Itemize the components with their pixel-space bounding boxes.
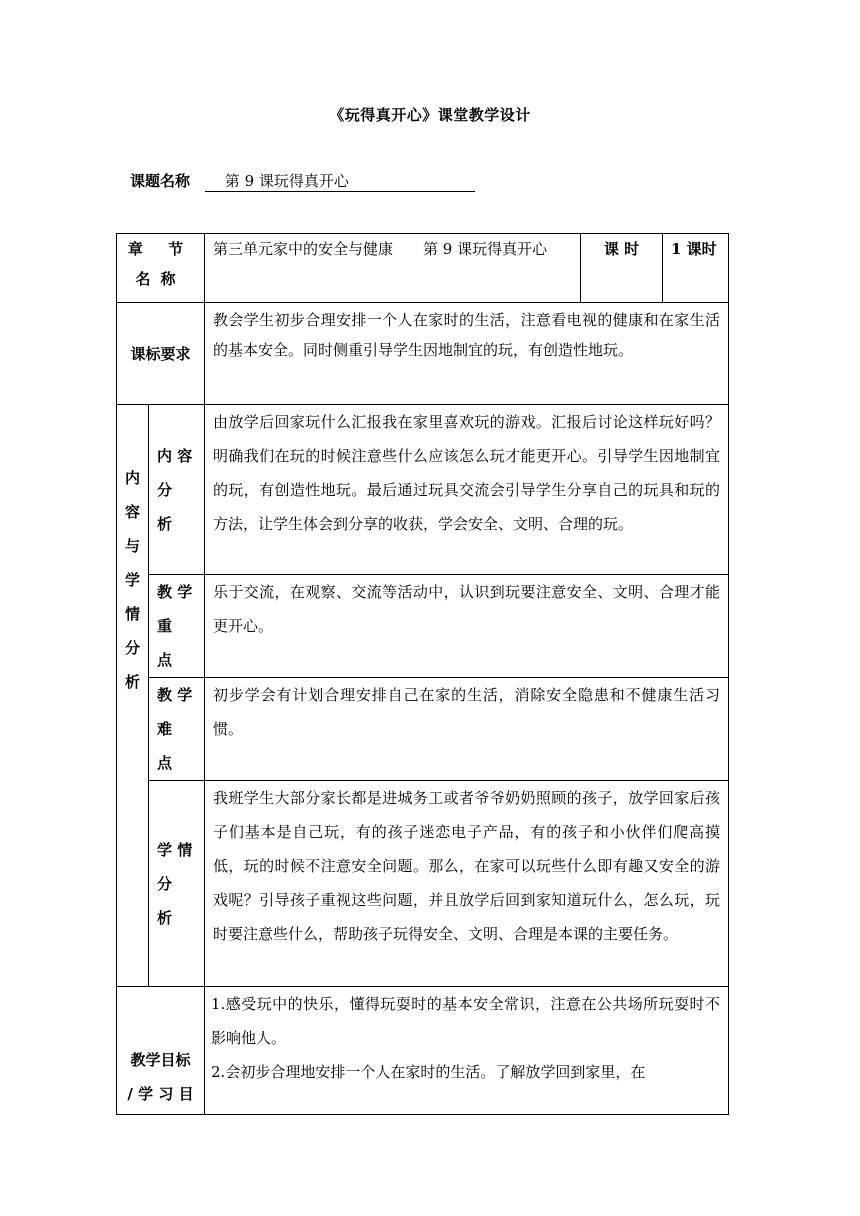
course-name-line <box>130 170 475 192</box>
teaching-key-text: 乐于交流，在观察、交流等活动中，认识到玩要注意安全、文明、合理才能更开心。 <box>205 575 729 678</box>
course-name-value: 第 9 课玩得真开心 <box>205 171 475 192</box>
goal-item-2: 2.会初步合理地安排一个人在家时的生活。了解放学回到家里，在 <box>211 1063 646 1081</box>
analysis-group-label: 内 容 与 学 情 分 析 <box>117 405 149 987</box>
learner-analysis-row <box>117 781 729 987</box>
goals-text <box>205 987 729 1115</box>
course-name-label: 课题名称 <box>130 172 191 190</box>
teaching-key-label: 教 学 重 点 <box>149 575 205 678</box>
teaching-difficulty-row <box>117 678 729 781</box>
goals-row <box>117 987 729 1115</box>
lesson-plan-table <box>116 233 729 1115</box>
standard-label: 课标要求 <box>117 303 205 405</box>
teaching-key-row <box>117 575 729 678</box>
document-title: 《玩得真开心》课堂教学设计 <box>329 106 531 124</box>
learner-analysis-label: 学 情 分 析 <box>149 781 205 987</box>
chapter-row <box>117 234 729 303</box>
chapter-value: 第三单元家中的安全与健康 第 9 课玩得真开心 <box>205 234 581 303</box>
content-analysis-label: 内 容 分 析 <box>149 405 205 575</box>
content-analysis-row <box>117 405 729 575</box>
standard-row <box>117 303 729 405</box>
standard-text: 教会学生初步合理安排一个人在家时的生活，注意看电视的健康和在家生活的基本安全。同时侧重引导学生因地制宜的玩，有创造性地玩。 <box>205 303 729 405</box>
learner-analysis-text: 我班学生大部分家长都是进城务工或者爷爷奶奶照顾的孩子，放学回家后孩子们基本是自己玩，有的孩子迷恋电子产品，有的孩子和小伙伴们爬高摸低，玩的时候不注意安全问题。那么，在家可以玩些什么即有趣又安全的游戏呢？引导孩子重视这些问题，并且放学后回到家知道玩什么，怎么玩，玩时要注意些什么，帮助孩子玩得安全、文明、合理是本课的主要任务。 <box>205 781 729 987</box>
period-value: 1 课时 <box>663 234 729 303</box>
teaching-difficulty-text: 初步学会有计划合理安排自己在家的生活，消除安全隐患和不健康生活习惯。 <box>205 678 729 781</box>
goal-item-1: 1.感受玩中的快乐，懂得玩耍时的基本安全常识，注意在公共场所玩耍时不影响他人。 <box>211 995 721 1047</box>
goals-label: 教学目标 / 学 习 目 <box>117 987 205 1115</box>
teaching-difficulty-label: 教 学 难 点 <box>149 678 205 781</box>
period-label: 课 时 <box>581 234 663 303</box>
chapter-label: 章 节 名称 <box>117 234 205 303</box>
content-analysis-text: 由放学后回家玩什么汇报我在家里喜欢玩的游戏。汇报后讨论这样玩好吗？明确我们在玩的时候注意些什么应该怎么玩才能更开心。引导学生因地制宜的玩，有创造性地玩。最后通过玩具交流会引导学生分享自己的玩具和玩的方法，让学生体会到分享的收获，学会安全、文明、合理的玩。 <box>205 405 729 575</box>
